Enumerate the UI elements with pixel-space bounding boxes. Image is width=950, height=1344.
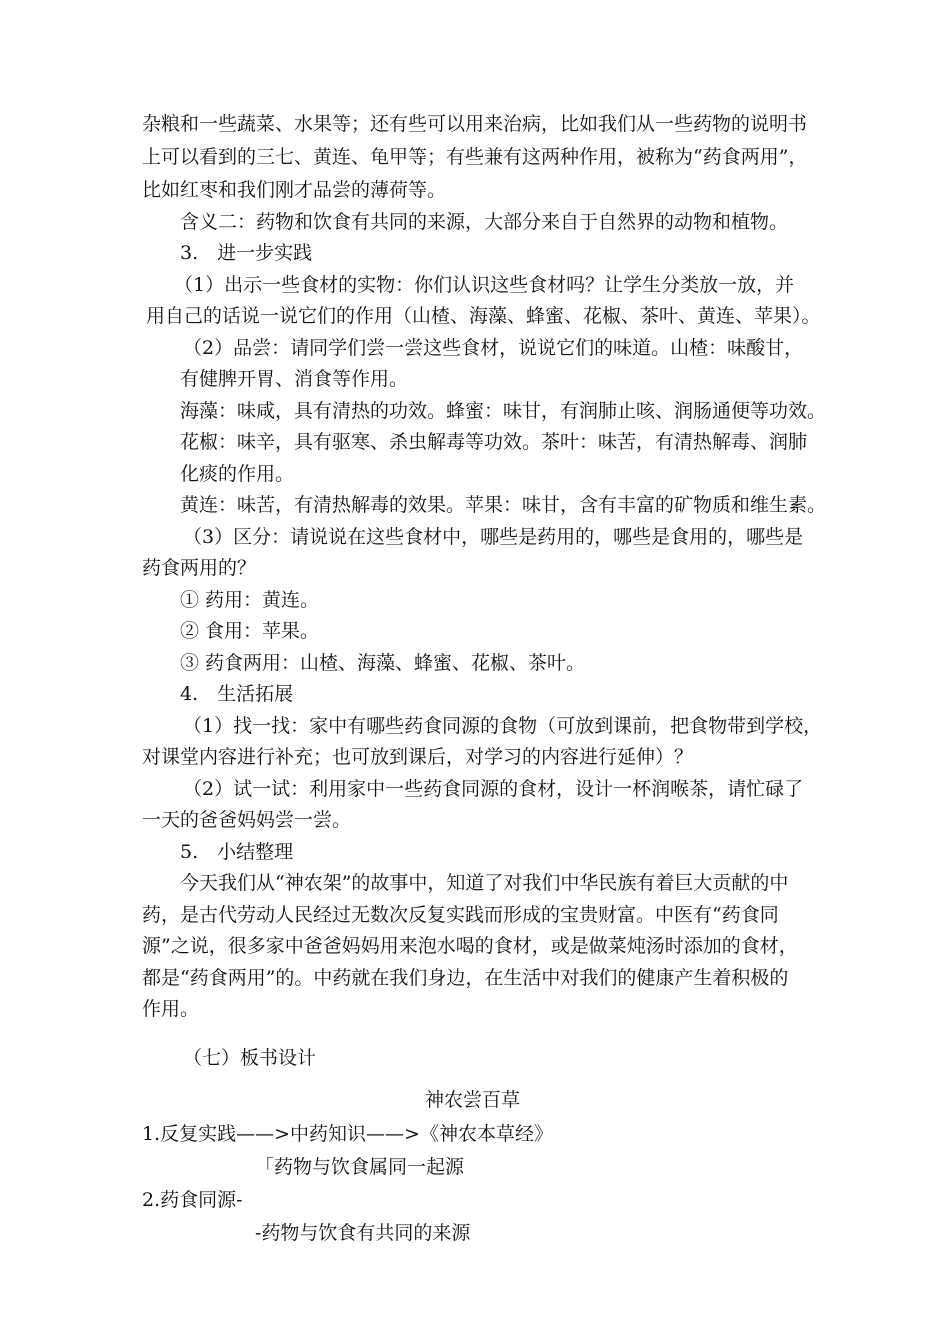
paragraph-line: 一天的爸爸妈妈尝一尝。 [142, 809, 352, 831]
paragraph-line: 有健脾开胃、消食等作用。 [180, 368, 409, 390]
paragraph-line: 药，是古代劳动人民经过无数次反复实践而形成的宝贵财富。中医有“药食同 [142, 904, 779, 926]
section-heading: （七）板书设计 [183, 1047, 317, 1069]
board-line: -药物与饮食有共同的来源 [255, 1222, 471, 1244]
section-heading: 3. 进一步实践 [180, 242, 313, 264]
paragraph-line: 化痰的作用。 [180, 463, 295, 485]
paragraph-line: 比如红枣和我们刚才品尝的薄荷等。 [142, 179, 447, 201]
paragraph-line: （2）品尝：请同学们尝一尝这些食材，说说它们的味道。山楂：味酸甘， [183, 337, 804, 359]
section-heading: 5. 小结整理 [180, 841, 294, 863]
paragraph-line: 对课堂内容进行补充；也可放到课后，对学习的内容进行延伸）？ [142, 746, 694, 768]
list-item: ① 药用：黄连。 [180, 589, 320, 611]
paragraph-line: 含义二：药物和饮食有共同的来源，大部分来自于自然界的动物和植物。 [180, 211, 789, 233]
paragraph-line: （1）出示一些食材的实物：你们认识这些食材吗？让学生分类放一放，并 [174, 274, 795, 296]
paragraph-line: 作用。 [142, 998, 200, 1020]
board-line: 「药物与饮食属同一起源 [255, 1156, 465, 1178]
paragraph-line: 今天我们从“神农架”的故事中，知道了对我们中华民族有着巨大贡献的中 [180, 872, 789, 894]
paragraph-line: 源”之说，很多家中爸爸妈妈用来泡水喝的食材，或是做菜炖汤时添加的食材， [142, 935, 798, 957]
list-item: ③ 药食两用：山楂、海藻、蜂蜜、花椒、茶叶。 [180, 652, 586, 674]
paragraph-line: 杂粮和一些蔬菜、水果等；还有些可以用来治病，比如我们从一些药物的说明书 [142, 113, 808, 135]
board-line: 2.药食同源- [142, 1189, 243, 1211]
list-item: ② 食用：苹果。 [180, 620, 320, 642]
paragraph-line: 药食两用的？ [142, 557, 257, 579]
board-line: 1.反复实践——>中药知识——>《神农本草经》 [142, 1123, 553, 1145]
paragraph-line: 黄连：味苦，有清热解毒的效果。苹果：味甘，含有丰富的矿物质和维生素。 [180, 494, 827, 516]
board-title: 神农尝百草 [425, 1089, 521, 1111]
paragraph-line: 花椒：味辛，具有驱寒、杀虫解毒等功效。茶叶：味苦，有清热解毒、润肺 [180, 431, 808, 453]
paragraph-line: 用自己的话说一说它们的作用（山楂、海藻、蜂蜜、花椒、茶叶、黄连、苹果）。 [146, 305, 821, 327]
paragraph-line: （1）找一找：家中有哪些药食同源的食物（可放到课前，把食物带到学校， [183, 715, 823, 737]
paragraph-line: （3）区分：请说说在这些食材中，哪些是药用的，哪些是食用的，哪些是 [183, 526, 804, 548]
paragraph-line: 都是“药食两用”的。中药就在我们身边，在生活中对我们的健康产生着积极的 [142, 967, 789, 989]
paragraph-line: 上可以看到的三七、黄连、龟甲等；有些兼有这两种作用，被称为“药食两用”， [142, 146, 808, 168]
section-heading: 4. 生活拓展 [180, 683, 294, 705]
paragraph-line: （2）试一试：利用家中一些药食同源的食材，设计一杯润喉茶，请忙碌了 [183, 778, 804, 800]
paragraph-line: 海藻：味咸，具有清热的功效。蜂蜜：味甘，有润肺止咳、润肠通便等功效。 [180, 400, 827, 422]
